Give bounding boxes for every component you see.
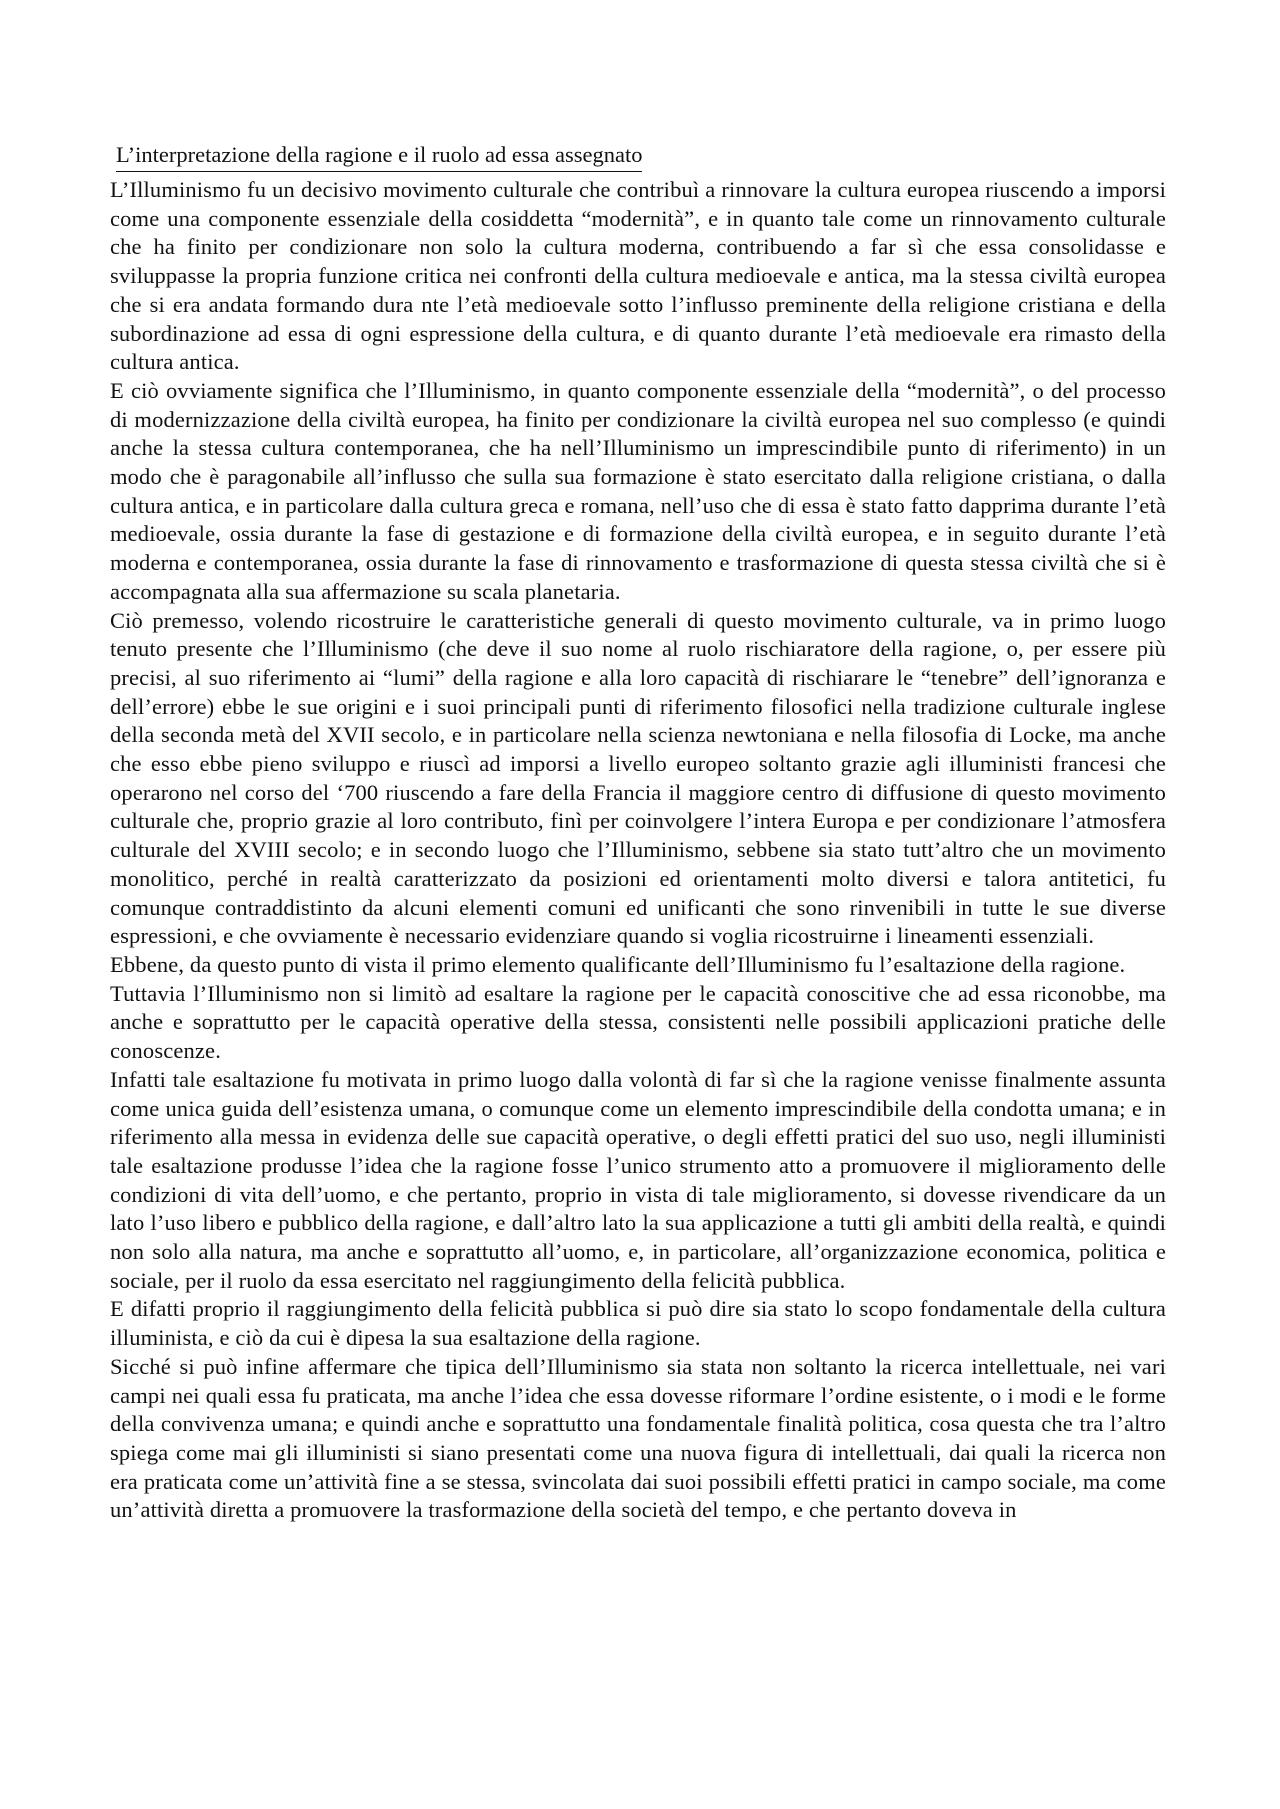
paragraph: L’Illuminismo fu un decisivo movimento culturale che contribuì a rinnovare la cultura europea riuscendo a imporsi come una componente essenziale della cosiddetta “modernità”, e in quanto tale come un rinnovamento culturale che ha finito per condizionare non solo la cultura moderna, contribuendo a far sì che essa consolidasse e sviluppasse la propria funzione critica nei confronti della cultura medioevale e antica, ma la stessa civiltà europea che si era andata formando dura nte l’età medioevale sotto l’influsso preminente della religione cristiana e della subordinazione ad essa di ogni espressione della cultura, e di quanto durante l’età medioevale era rimasto della cultura antica.: [110, 177, 1166, 375]
paragraph: E difatti proprio il raggiungimento della felicità pubblica si può dire sia stato lo scopo fondamentale della cultura illuminista, e ciò da cui è dipesa la sua esaltazione della ragione.: [110, 1296, 1166, 1351]
paragraph: Infatti tale esaltazione fu motivata in primo luogo dalla volontà di far sì che la ragione venisse finalmente assunta come unica guida dell’esistenza umana, o comunque come un elemento imprescindibile della condotta umana; e in riferimento alla messa in evidenza delle sue capacità operative, o degli effetti pratici del suo uso, negli illuministi tale esaltazione produsse l’idea che la ragione fosse l’unico strumento atto a promuovere il miglioramento delle condizioni di vita dell’uomo, e che pertanto, proprio in vista di tale miglioramento, si dovesse rivendicare da un lato l’uso libero e pubblico della ragione, e dall’altro lato la sua applicazione a tutti gli ambiti della realtà, e quindi non solo alla natura, ma anche e soprattutto all’uomo, e, in particolare, all’organizzazione economica, politica e sociale, per il ruolo da essa esercitato nel raggiungimento della felicità pubblica.: [110, 1066, 1166, 1293]
paragraph: E ciò ovviamente significa che l’Illuminismo, in quanto componente essenziale della “modernità”, o del processo di modernizzazione della civiltà europea, ha finito per condizionare la civiltà europea nel suo complesso (e quindi anche la stessa cultura contemporanea, che ha nell’Illuminismo un imprescindibile punto di riferimento) in un modo che è paragonabile all’influsso che sulla sua formazione è stato esercitato dalla religione cristiana, o dalla cultura antica, e in particolare dalla cultura greca e romana, nell’uso che di essa è stato fatto dapprima durante l’età medioevale, ossia durante la fase di gestazione e di formazione della civiltà europea, e in seguito durante l’età moderna e contemporanea, ossia durante la fase di rinnovamento e trasformazione di questa stessa civiltà che si è accompagnata alla sua affermazione su scala planetaria.: [110, 377, 1166, 604]
document-body: [110, 140, 1166, 1525]
document-title: L’interpretazione della ragione e il ruolo ad essa assegnato: [116, 140, 642, 172]
paragraph: Sicché si può infine affermare che tipica dell’Illuminismo sia stata non soltanto la ricerca intellettuale, nei vari campi nei quali essa fu praticata, ma anche l’idea che essa dovesse riformare l’ordine esistente, o i modi e le forme della convivenza umana; e quindi anche e soprattutto una fondamentale finalità politica, cosa questa che tra l’altro spiega come mai gli illuministi si siano presentati come una nuova figura di intellettuali, dai quali la ricerca non era praticata come un’attività fine a se stessa, svincolata dai suoi possibili effetti pratici in campo sociale, ma come un’attività diretta a promuovere la trasformazione della società del tempo, e che pertanto doveva in: [110, 1353, 1166, 1523]
paragraph: Ciò premesso, volendo ricostruire le caratteristiche generali di questo movimento culturale, va in primo luogo tenuto presente che l’Illuminismo (che deve il suo nome al ruolo rischiaratore della ragione, o, per essere più precisi, al suo riferimento ai “lumi” della ragione e alla loro capacità di rischiarare le “tenebre” dell’ignoranza e dell’errore) ebbe le sue origini e i suoi principali punti di riferimento filosofici nella tradizione culturale inglese della seconda metà del XVII secolo, e in particolare nella scienza newtoniana e nella filosofia di Locke, ma anche che esso ebbe pieno sviluppo e riuscì ad imporsi a livello europeo soltanto grazie agli illuministi francesi che operarono nel corso del ‘700 riuscendo a fare della Francia il maggiore centro di diffusione di questo movimento culturale che, proprio grazie al loro contributo, finì per coinvolgere l’intera Europa e per condizionare l’atmosfera culturale del XVIII secolo; e in secondo luogo che l’Illuminismo, sebbene sia stato tutt’altro che un movimento monolitico, perché in realtà caratterizzato da posizioni ed orientamenti molto diversi e talora antitetici, fu comunque contraddistinto da alcuni elementi comuni ed unificanti che sono rinvenibili in tutte le sue diverse espressioni, e che ovviamente è necessario evidenziare quando si voglia ricostruirne i lineamenti essenziali.: [110, 607, 1166, 949]
paragraph: Tuttavia l’Illuminismo non si limitò ad esaltare la ragione per le capacità conoscitive che ad essa riconobbe, ma anche e soprattutto per le capacità operative della stessa, consistenti nelle possibili applicazioni pratiche delle conoscenze.: [110, 980, 1166, 1064]
paragraph: Ebbene, da questo punto di vista il primo elemento qualificante dell’Illuminismo fu l’esaltazione della ragione.: [110, 951, 1126, 977]
